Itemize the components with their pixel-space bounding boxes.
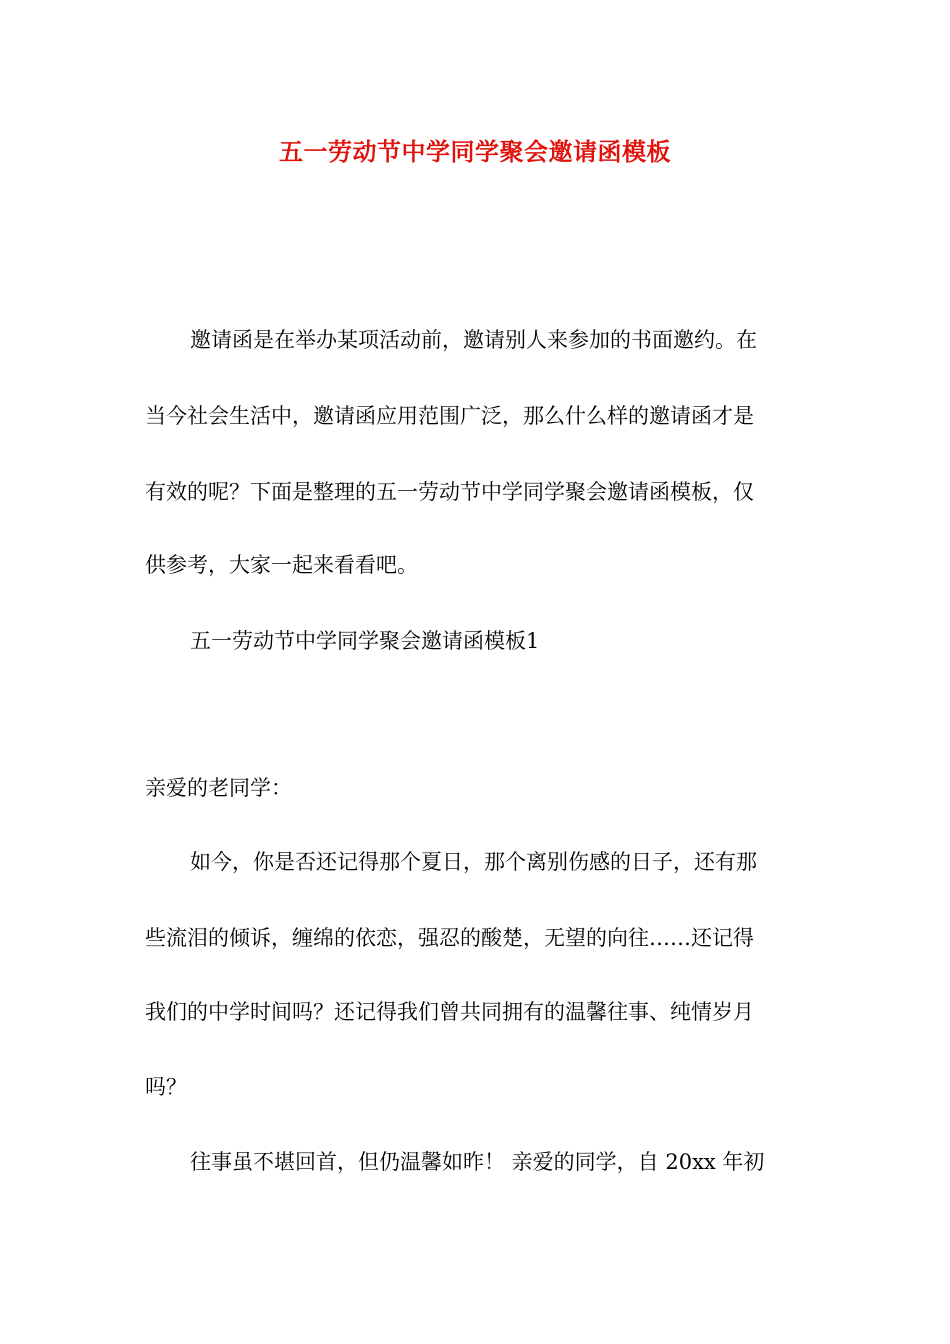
paragraph-intro-line-1: 邀请函是在举办某项活动前，邀请别人来参加的书面邀约。在 xyxy=(190,328,757,352)
paragraph-intro-line-2: 当今社会生活中，邀请函应用范围广泛，那么什么样的邀请函才是 xyxy=(145,404,754,428)
paragraph-body-line-1: 如今，你是否还记得那个夏日，那个离别伤感的日子，还有那 xyxy=(190,850,757,874)
document-title: 五一劳动节中学同学聚会邀请函模板 xyxy=(279,137,671,166)
paragraph-intro-line-4: 供参考，大家一起来看看吧。 xyxy=(145,553,418,577)
paragraph-body-line-4: 吗？ xyxy=(145,1075,187,1099)
section-heading: 五一劳动节中学同学聚会邀请函模板1 xyxy=(190,629,540,653)
paragraph-body-line-3: 我们的中学时间吗？还记得我们曾共同拥有的温馨往事、纯情岁月 xyxy=(145,1000,754,1024)
paragraph-body-line-2: 些流泪的倾诉，缠绵的依恋，强忍的酸楚，无望的向往……还记得 xyxy=(145,926,754,950)
salutation: 亲爱的老同学： xyxy=(145,776,292,800)
paragraph-body2-line-1: 往事虽不堪回首，但仍温馨如昨！ 亲爱的同学，自 20xx 年初 xyxy=(190,1150,765,1174)
paragraph-intro-line-3: 有效的呢？下面是整理的五一劳动节中学同学聚会邀请函模板，仅 xyxy=(145,480,754,504)
